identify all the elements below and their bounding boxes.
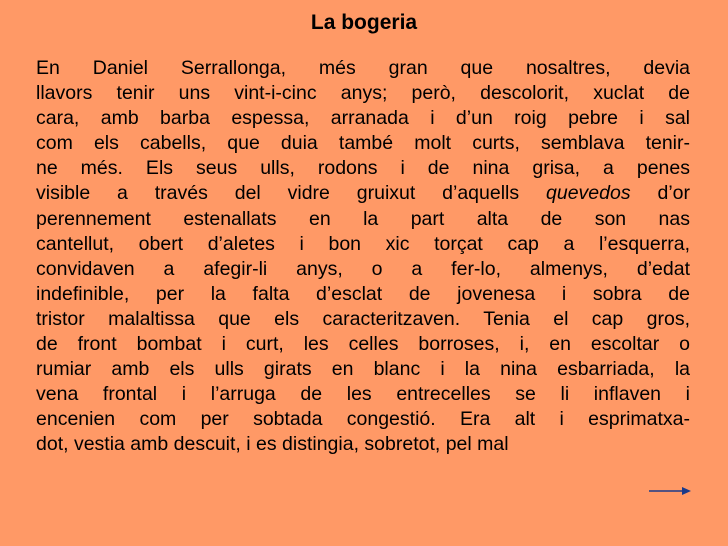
- text-segment: visible a través del vidre gruixut d’aquells: [36, 182, 520, 205]
- text-line: convidaven a afegir-li anys, o a fer-lo, almenys, d’edat: [36, 257, 690, 280]
- text-line: cara, amb barba espessa, arranada i d’un roig pebre i sal: [36, 107, 690, 130]
- text-line: cantellut, obert d’aletes i bon xic torçat cap a l’esquerra,: [36, 232, 690, 255]
- text-line: rumiar amb els ulls girats en blanc i la nina esbarriada, la: [36, 358, 690, 381]
- text-line: indefinible, per la falta d’esclat de jovenesa i sobra de: [36, 282, 690, 305]
- text-line: En Daniel Serrallonga, més gran que nosaltres, devia: [36, 57, 690, 79]
- slide-title: La bogeria: [310, 11, 418, 34]
- italic-word: quevedos: [546, 182, 631, 205]
- text-line: dot, vestia amb descuit, i es distingia, sobretot, pel mal: [36, 433, 509, 456]
- text-line: com els cabells, que duia també molt curts, semblava tenir-: [36, 132, 690, 155]
- text-line: tristor malaltissa que els caracteritzaven. Tenia el cap gros,: [36, 307, 690, 330]
- arrow-right-icon[interactable]: [648, 485, 692, 497]
- text-line-with-italic: [36, 181, 690, 206]
- body-text: [36, 56, 690, 458]
- text-line: vena frontal i l’arruga de les entrecelles se li inflaven i: [36, 383, 690, 406]
- text-line: perennement estenallats en la part alta de son nas: [36, 207, 690, 230]
- text-line: encenien com per sobtada congestió. Era alt i esprimatxa-: [36, 408, 690, 431]
- text-segment: d’or: [657, 182, 690, 205]
- text-line: llavors tenir uns vint-i-cinc anys; però, descolorit, xuclat de: [36, 82, 690, 105]
- text-line: ne més. Els seus ulls, rodons i de nina grisa, a penes: [36, 157, 690, 180]
- text-line: de front bombat i curt, les celles borroses, i, en escoltar o: [36, 333, 690, 356]
